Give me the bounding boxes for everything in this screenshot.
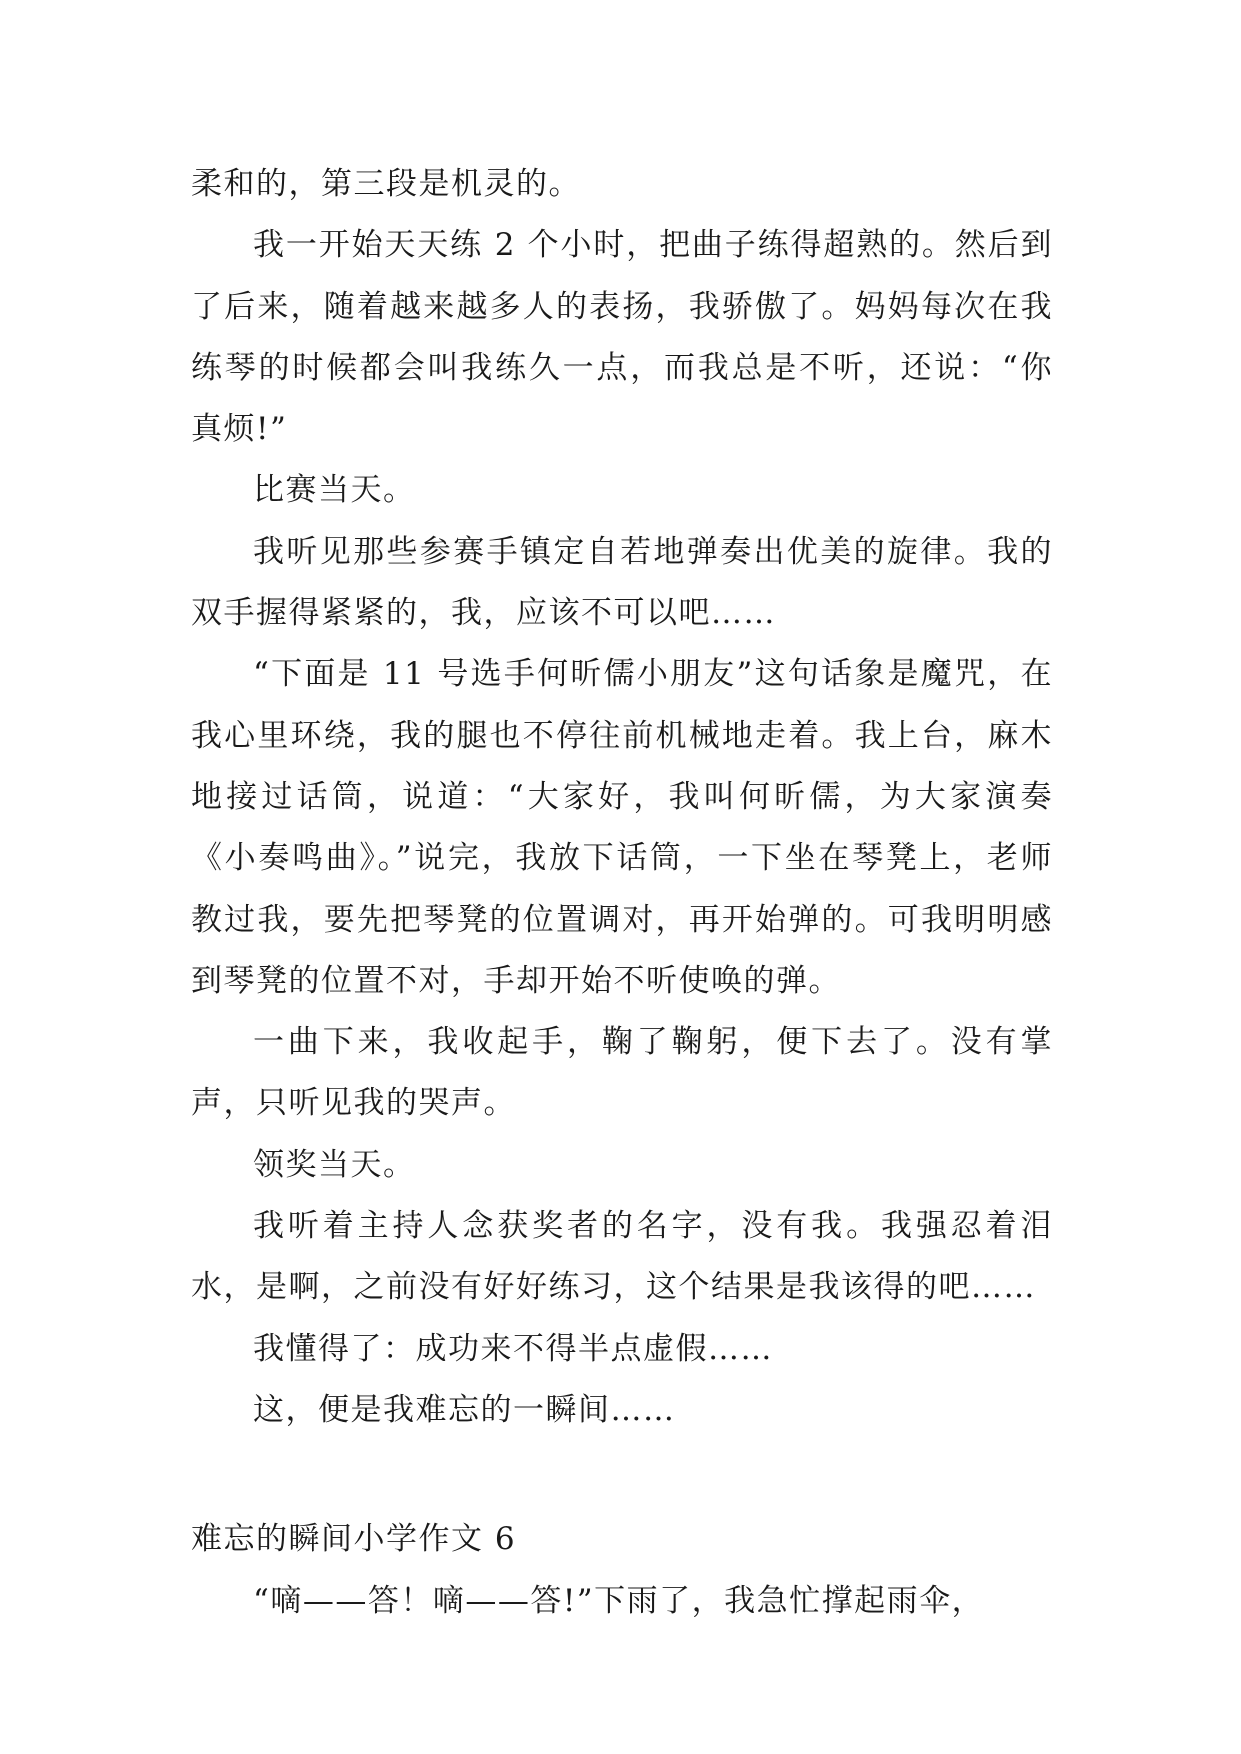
document-body xyxy=(191,154,1053,1632)
paragraph: 我懂得了：成功来不得半点虚假…… xyxy=(253,1330,773,1367)
paragraph: 一曲下来，我收起手，鞠了鞠躬，便下去了。没有掌声，只听见我的哭声。 xyxy=(191,1024,1053,1122)
section-spacer xyxy=(191,1441,1053,1509)
paragraph: “下面是 11 号选手何昕儒小朋友”这句话象是魔咒，在我心里环绕，我的腿也不停往前机械地走着。我上台，麻木地接过话筒，说道：“大家好，我叫何昕儒，为大家演奏《小奏鸣曲》。”说完，我放下话筒，一下坐在琴凳上，老师教过我，要先把琴凳的位置调对，再开始弹的。可我明明感到琴凳的位置不对，手却开始不听使唤的弹。 xyxy=(191,656,1053,999)
paragraph: 柔和的，第三段是机灵的。 xyxy=(191,166,581,202)
paragraph: 领奖当天。 xyxy=(253,1146,416,1183)
section-title: 难忘的瞬间小学作文 6 xyxy=(191,1521,517,1558)
paragraph: 我一开始天天练 2 个小时，把曲子练得超熟的。然后到了后来，随着越来越多人的表扬，我骄傲了。妈妈每次在我练琴的时候都会叫我练久一点，而我总是不听，还说：“你真烦!” xyxy=(191,227,1053,448)
paragraph: 我听着主持人念获奖者的名字，没有我。我强忍着泪水，是啊，之前没有好好练习，这个结果是我该得的吧…… xyxy=(191,1208,1053,1306)
paragraph: 这，便是我难忘的一瞬间…… xyxy=(253,1391,676,1428)
paragraph: 我听见那些参赛手镇定自若地弹奏出优美的旋律。我的双手握得紧紧的，我，应该不可以吧…… xyxy=(191,533,1053,632)
paragraph: “嘀——答！嘀——答!”下雨了，我急忙撑起雨伞， xyxy=(253,1582,985,1619)
paragraph: 比赛当天。 xyxy=(253,472,416,509)
